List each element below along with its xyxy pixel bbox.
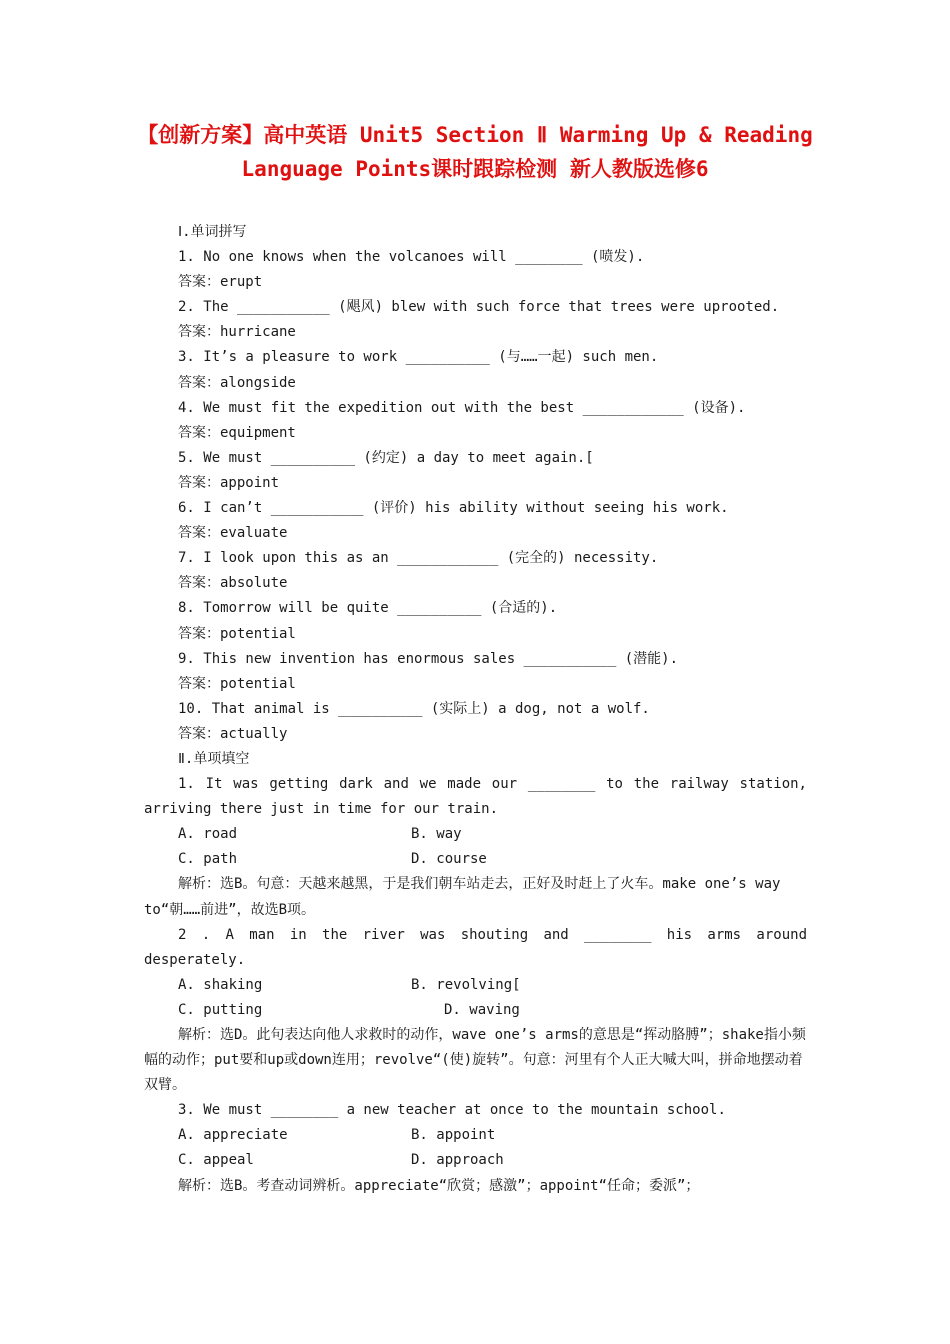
option-d: D. approach: [411, 1152, 504, 1169]
option-c: C. putting: [178, 1001, 263, 1018]
option-d: D. waving: [444, 1001, 520, 1018]
mc-options-3b: [144, 1148, 807, 1173]
answer-6: 答案：evaluate: [178, 525, 288, 542]
mc-question-1: 1. It was getting dark and we made our ________ to the railway station, arriving there just in time for our train.: [144, 776, 807, 818]
answer-10: 答案：actually: [178, 725, 288, 742]
question-1: 1. No one knows when the volcanoes will ________ (喷发).: [178, 249, 645, 266]
question-5: 5. We must __________ (约定) a day to meet again.[: [178, 449, 594, 466]
analysis-1: 解析：选B。句意：天越来越黑，于是我们朝车站走去，正好及时赶上了火车。make one’s way to“朝……前进”，故选B项。: [144, 876, 781, 918]
mc-options-1a: [144, 822, 807, 847]
question-8: 8. Tomorrow will be quite __________ (合适的).: [178, 600, 558, 617]
question-7: 7. I look upon this as an ____________ (完全的) necessity.: [178, 550, 659, 567]
option-b: B. way: [411, 826, 462, 843]
exercise-content: [144, 220, 807, 1199]
mc-options-2a: [144, 973, 807, 998]
answer-3: 答案：alongside: [178, 374, 296, 391]
document-title: 【创新方案】高中英语 Unit5 Section Ⅱ Warming Up & Reading Language Points课时跟踪检测 新人教版选修6: [137, 123, 813, 181]
mc-question-2: 2 . A man in the river was shouting and ________ his arms around desperately.: [144, 926, 807, 968]
option-a: A. appreciate: [178, 1127, 288, 1144]
option-a: A. shaking: [178, 976, 263, 993]
answer-8: 答案：potential: [178, 625, 296, 642]
question-9: 9. This new invention has enormous sales ___________ (潜能).: [178, 650, 679, 667]
section-heading-choice: Ⅱ.单项填空: [178, 750, 250, 767]
option-c: C. appeal: [178, 1152, 254, 1169]
option-b: B. appoint: [411, 1127, 496, 1144]
section-heading-spelling: Ⅰ.单词拼写: [178, 224, 247, 240]
option-c: C. path: [178, 851, 238, 868]
answer-2: 答案：hurricane: [178, 324, 296, 341]
mc-options-3a: [144, 1123, 807, 1148]
option-b: B. revolving[: [411, 976, 521, 993]
analysis-2: 解析：选D。此句表达向他人求救时的动作，wave one’s arms的意思是“挥动胳膊”；shake指小频幅的动作；put要和up或down连用；revolve“(使)旋转”。句意：河里有个人正大喊大叫，拼命地摆动着双臂。: [144, 1027, 806, 1094]
mc-options-2b: [144, 998, 807, 1023]
answer-7: 答案：absolute: [178, 575, 288, 592]
mc-options-1b: [144, 847, 807, 872]
answer-5: 答案：appoint: [178, 474, 280, 491]
question-6: 6. I can’t ___________ (评价) his ability without seeing his work.: [178, 500, 729, 517]
answer-4: 答案：equipment: [178, 424, 296, 441]
mc-question-3: 3. We must ________ a new teacher at once to the mountain school.: [178, 1102, 726, 1119]
question-2: 2. The ___________ (飓风) blew with such force that trees were uprooted.: [178, 299, 780, 316]
question-10: 10. That animal is __________ (实际上) a dog, not a wolf.: [178, 700, 650, 717]
option-a: A. road: [178, 826, 238, 843]
option-d: D. course: [411, 851, 487, 868]
question-4: 4. We must fit the expedition out with the best ____________ (设备).: [178, 399, 746, 416]
answer-9: 答案：potential: [178, 675, 296, 692]
question-3: 3. It’s a pleasure to work __________ (与……一起) such men.: [178, 349, 659, 366]
analysis-3: 解析：选B。考查动词辨析。appreciate“欣赏；感激”；appoint“任命；委派”；: [178, 1177, 700, 1194]
answer-1: 答案：erupt: [178, 274, 263, 291]
